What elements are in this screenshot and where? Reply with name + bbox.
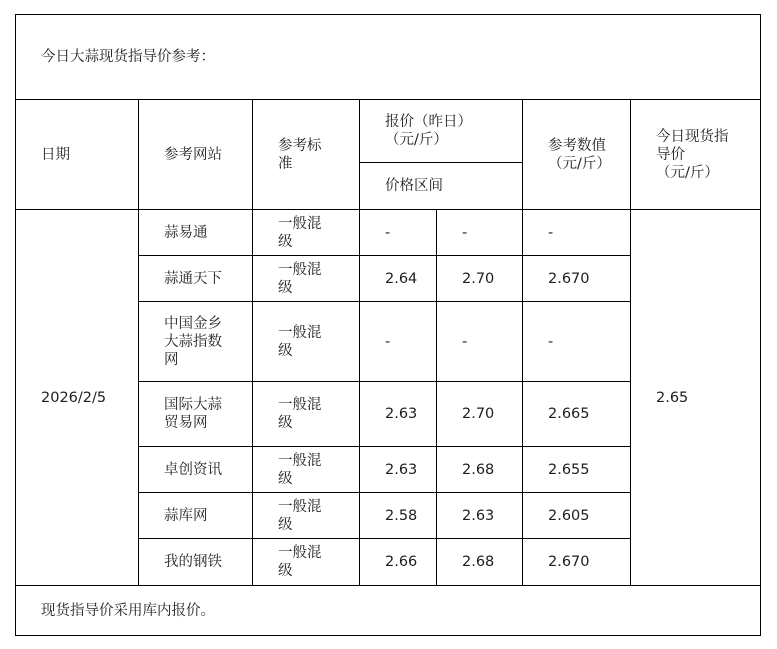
header-today-unit: （元/斤） <box>656 164 719 181</box>
reference-value: 2.665 <box>523 382 631 447</box>
reference-value: 2.670 <box>523 256 631 302</box>
price-low: 2.64 <box>360 256 437 302</box>
site-name: 卓创资讯 <box>139 447 253 493</box>
grade: 一般混级 <box>253 382 360 447</box>
garlic-spot-price-table <box>15 14 761 636</box>
site-name: 蒜易通 <box>139 210 253 256</box>
price-high: - <box>437 210 523 256</box>
grade: 一般混级 <box>253 256 360 302</box>
grade: 一般混级 <box>253 210 360 256</box>
header-date: 日期 <box>16 100 139 210</box>
header-site: 参考网站 <box>139 100 253 210</box>
price-low: - <box>360 302 437 382</box>
today-price-cell: 2.65 <box>631 210 761 586</box>
price-high: 2.70 <box>437 256 523 302</box>
price-high: - <box>437 302 523 382</box>
price-low: 2.66 <box>360 539 437 586</box>
header-reference-unit: （元/斤） <box>548 155 611 172</box>
grade: 一般混级 <box>253 493 360 539</box>
header-reference-label: 参考数值 <box>548 137 606 154</box>
header-row <box>16 100 761 163</box>
reference-value: 2.655 <box>523 447 631 493</box>
site-name: 国际大蒜贸易网 <box>139 382 253 447</box>
price-low: 2.58 <box>360 493 437 539</box>
grade: 一般混级 <box>253 447 360 493</box>
header-standard: 参考标准 <box>253 100 360 210</box>
reference-value: - <box>523 302 631 382</box>
site-name: 蒜通天下 <box>139 256 253 302</box>
header-price-range: 价格区间 <box>360 163 523 210</box>
date-cell: 2026/2/5 <box>16 210 139 586</box>
reference-value: 2.670 <box>523 539 631 586</box>
site-name: 中国金乡大蒜指数网 <box>139 302 253 382</box>
site-name: 蒜库网 <box>139 493 253 539</box>
grade: 一般混级 <box>253 539 360 586</box>
header-today-label: 今日现货指导价 <box>656 128 729 163</box>
header-reference <box>523 100 631 210</box>
site-name: 我的钢铁 <box>139 539 253 586</box>
header-today <box>631 100 761 210</box>
price-low: 2.63 <box>360 447 437 493</box>
price-high: 2.63 <box>437 493 523 539</box>
table-row <box>16 210 761 256</box>
header-quote-unit: （元/斤） <box>385 132 448 148</box>
table-footer-note: 现货指导价采用库内报价。 <box>16 586 761 636</box>
grade: 一般混级 <box>253 302 360 382</box>
price-high: 2.70 <box>437 382 523 447</box>
title-row <box>16 15 761 100</box>
footer-row <box>16 586 761 636</box>
reference-value: 2.605 <box>523 493 631 539</box>
price-high: 2.68 <box>437 447 523 493</box>
reference-value: - <box>523 210 631 256</box>
price-low: - <box>360 210 437 256</box>
table-title: 今日大蒜现货指导价参考： <box>16 15 761 100</box>
price-low: 2.63 <box>360 382 437 447</box>
price-high: 2.68 <box>437 539 523 586</box>
header-quote <box>360 100 523 163</box>
header-quote-label: 报价（昨日） <box>385 114 472 130</box>
